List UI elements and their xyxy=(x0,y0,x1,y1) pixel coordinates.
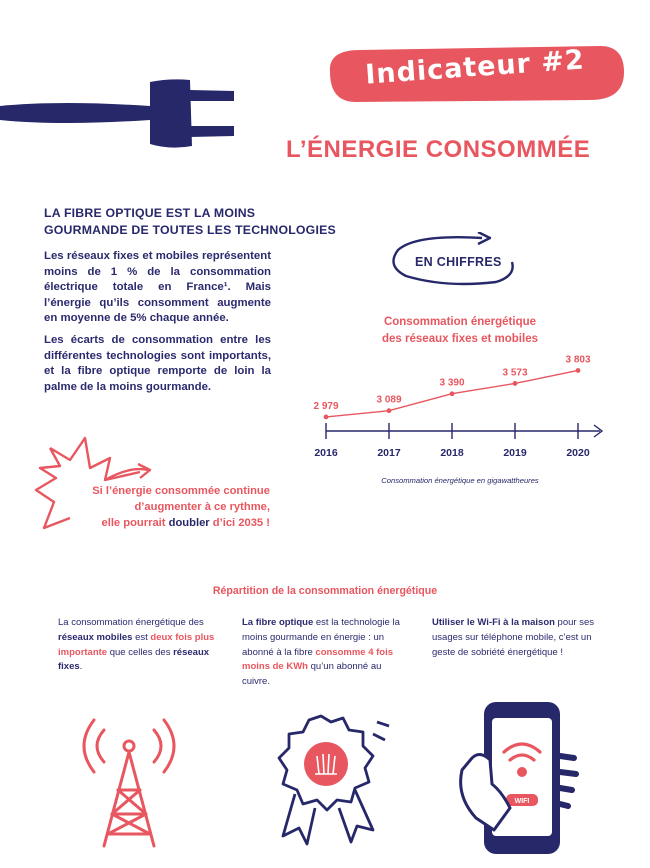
intro-paragraph-2: Les écarts de consommation entre les différentes technologies sont importants, et la fibre optique remporte de loin la palme de la moins gourmande. xyxy=(44,334,271,393)
callout-line-3 xyxy=(58,515,270,531)
data-label: 3 390 xyxy=(439,377,465,389)
cell-tower-icon xyxy=(74,710,184,850)
data-point xyxy=(450,391,455,396)
x-tick-label: 2020 xyxy=(566,447,590,459)
phone-wifi-label: WIFI xyxy=(514,798,530,805)
data-point xyxy=(387,408,392,413)
callout-text xyxy=(58,483,270,531)
chart-title-line-1: Consommation énergétique xyxy=(383,316,537,328)
headline-line-2: GOURMANDE DE TOUTES LES TECHNOLOGIES xyxy=(44,223,336,237)
page-title: L’ÉNERGIE CONSOMMÉE xyxy=(286,136,591,163)
callout-line-3c: d’ici 2035 ! xyxy=(209,517,270,529)
x-tick-label: 2018 xyxy=(440,447,464,459)
x-tick-label: 2019 xyxy=(503,447,527,459)
data-point xyxy=(576,368,581,373)
callout-line-2: d’augmenter à ce rythme, xyxy=(134,501,270,513)
callout-line-3a: elle pourrait xyxy=(101,517,169,529)
data-label: 2 979 xyxy=(313,400,339,412)
distribution-section-title: Répartition de la consommation énergétique xyxy=(212,585,438,597)
x-tick-label: 2017 xyxy=(377,447,401,459)
data-label: 3 089 xyxy=(376,394,402,406)
chart-title xyxy=(350,314,570,348)
chart-unit-note: Consommation énergétique en gigawattheures xyxy=(381,476,539,485)
chart-title-line-2: des réseaux fixes et mobiles xyxy=(382,333,538,345)
intro-paragraph-1: Les réseaux fixes et mobiles représentent moins de 1 % de la consommation électrique totale en France¹. Mais l’énergie qu’ils consomment augmente en moyenne de 5% chaque année. xyxy=(44,250,271,325)
data-label: 3 803 xyxy=(565,355,591,366)
mobile-networks-text: La consommation énergétique des réseaux mobiles est deux fois plus importante que celles des réseaux fixes. xyxy=(58,617,215,673)
phone-wifi-icon xyxy=(450,700,590,860)
data-point xyxy=(513,381,518,386)
wifi-text: Utiliser le Wi-Fi à la maison pour ses usages sur téléphone mobile, c’est un geste de sobriété énergétique ! xyxy=(432,617,594,658)
en-chiffres-label: EN CHIFFRES xyxy=(415,255,502,269)
data-point xyxy=(324,415,329,420)
data-label: 3 573 xyxy=(502,367,528,379)
x-tick-label: 2016 xyxy=(314,447,338,459)
power-plug-icon xyxy=(0,60,240,170)
section-headline xyxy=(44,205,344,239)
consumption-line-chart xyxy=(300,355,620,470)
callout-emphasis: doubler xyxy=(168,517,210,529)
callout-line-1: Si l’énergie consommée continue xyxy=(92,485,270,497)
fiber-text: La fibre optique est la technologie la moins gourmande en énergie : un abonné à la fibre consomme 4 fois moins de KWh qu’un abonné au cuivre. xyxy=(242,617,400,688)
fiber-medal-icon xyxy=(255,710,395,850)
headline-line-1: LA FIBRE OPTIQUE EST LA MOINS xyxy=(44,206,256,220)
indicator-title: Indicateur #2 xyxy=(364,44,586,91)
